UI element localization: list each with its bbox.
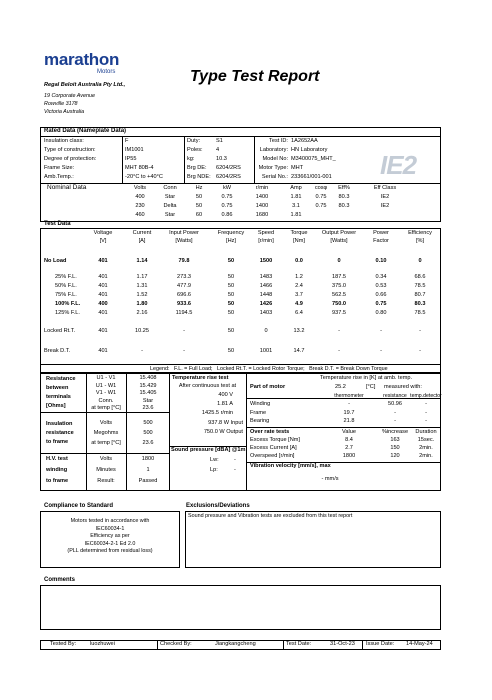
load-cell: 2.4 [295,283,303,289]
compliance-text: Motors tested in accordance with [70,518,150,524]
load-cell: 1.52 [136,292,148,298]
load-cell: 1.17 [136,274,148,280]
rated-label: Model No: [262,156,288,162]
rated-value: -20°C to +40°C [125,174,163,180]
over-rate-cell: 8.4 [345,437,353,443]
report-title: Type Test Report [190,68,320,85]
test-unit: [Watts] [330,238,348,244]
load-cell: 1483 [259,274,273,280]
vibration-value: - mm/s [321,476,339,482]
over-rate-cell: 1800 [342,453,356,459]
insulation-key: at temp [°C] [91,440,121,446]
load-cell: 0.66 [375,292,387,298]
rated-label: Motor Type: [258,165,288,171]
breakdown-cell: - [183,348,185,354]
rated-label: Serial No.: [261,174,288,180]
load-cell: 1448 [259,292,273,298]
test-unit: [Nm] [293,238,305,244]
temp-rise-volts: 400 V [218,392,233,398]
insulation-value: 23.6 [142,440,154,446]
load-cell: 50 [227,274,235,280]
load-cell: 477.9 [177,283,191,289]
load-cell: 80.7 [414,292,426,298]
load-cell: 6.4 [295,310,303,316]
hv-value: Passed [138,478,158,484]
over-rate-column: %increase [381,429,409,435]
nominal-header: Amp [290,185,302,191]
resistance-label: [Ohms] [46,403,66,409]
hv-label: winding [46,467,68,473]
rated-label: Amb.Temp.: [44,174,74,180]
noload-cell: 79.8 [178,258,190,264]
load-label: 25% F.L. [55,274,77,280]
over-rate-column: Value [342,429,356,435]
test-date-value: 31-Oct-23 [330,641,355,647]
load-label: 125% F.L. [55,310,80,316]
load-cell: 78.5 [414,283,426,289]
load-cell: 1.80 [136,301,148,307]
insulation-key: Volts [99,420,113,426]
load-cell: 562.5 [332,292,346,298]
insulation-value: 500 [143,430,153,436]
load-label: 50% F.L. [55,283,77,289]
load-cell: 0.75 [375,301,387,307]
rated-data-heading: Rated Data (Nameplate Data) [44,128,127,134]
load-cell: 696.6 [177,292,191,298]
load-cell: 68.6 [414,274,426,280]
nominal-cell: 0.86 [221,212,233,218]
load-cell: 375.0 [332,283,346,289]
noload-cell: 50 [227,258,235,264]
locked-cell: 50 [227,328,235,334]
locked-cell: - [419,328,421,334]
nominal-cell: 1400 [255,194,269,200]
rated-label: Duty: [187,138,201,144]
locked-cell: - [183,328,185,334]
nominal-cell: 0.75 [221,203,233,209]
load-cell: 0.53 [375,283,387,289]
tested-by-label: Tested By: [50,641,77,647]
company-logo: marathon [44,50,120,69]
rated-value: F [125,138,129,144]
resistance-key: U1 - V1 [96,375,116,381]
address-line: Rowville 3178 [44,101,78,107]
load-cell: 401 [98,310,108,316]
compliance-text: Efficiency as per [90,533,130,539]
temp-rise-rpm: 1425.5 r/min [201,410,233,416]
comments-box [40,585,441,630]
nominal-cell: IE2 [380,194,390,200]
checked-by-label: Checked By: [160,641,192,647]
rated-value: MHT 80B-4 [125,165,154,171]
test-header: Voltage [93,230,113,236]
over-rate-label: Excess Current [A] [250,445,297,451]
hv-label: H.V. test [46,456,68,462]
load-cell: 1.31 [136,283,148,289]
sound-lp-value: - [234,467,236,473]
nominal-cell: 230 [135,203,145,209]
sound-lw-label: Lw: [210,457,219,463]
load-cell: 1.2 [295,274,303,280]
over-rate-column: Duration [415,429,437,435]
load-cell: 80.3 [414,301,426,307]
hv-label: to frame [46,478,69,484]
load-cell: 273.3 [177,274,191,280]
nominal-cell: 3.1 [292,203,300,209]
resistance-key: V1 - W1 [95,390,117,396]
noload-cell: 1500 [259,258,273,264]
temp-rise-amps: 1.81 A [217,401,233,407]
sound-lp-label: Lp: [210,467,218,473]
load-cell: 0.34 [375,274,387,280]
breakdown-cell: - [141,348,143,354]
test-unit: [r/min] [258,238,274,244]
resistance-value: 23.6 [142,405,154,411]
locked-cell: 0 [264,328,268,334]
load-cell: 50 [227,301,235,307]
nominal-cell: 0.75 [221,194,233,200]
load-cell: 1466 [259,283,273,289]
rise-row-cell: 19.7 [343,409,355,416]
nominal-cell: 1.81 [290,194,302,200]
over-rate-cell: 163 [390,437,400,443]
locked-cell: - [380,328,382,334]
nominal-cell: 460 [135,212,145,218]
nominal-cell: 400 [135,194,145,200]
temp-rise-after: After continuous test at [178,383,237,389]
locked-cell: 13.2 [293,328,305,334]
nominal-cell: 50 [195,194,203,200]
breakdown-label: Break D.T. [44,348,71,354]
locked-label: Locked Rt.T. [44,328,76,334]
rated-value: 6204/2RS [216,174,241,180]
rated-label: Brg DE: [187,165,207,171]
comments-heading: Comments [44,577,76,583]
temp-rise-kelvin: Temperature rise in [K] at amb. temp. [320,375,413,381]
rise-row-label: Winding [250,401,271,407]
nominal-header: r/min [255,185,269,191]
issue-date-label: Issue Date: [366,641,395,647]
rated-value: 1A2652AA [291,138,318,144]
issue-date-value: 14-May-24 [406,641,433,647]
load-cell: 50 [227,292,235,298]
load-cell: 937.5 [332,310,346,316]
nominal-header: Eff% [338,185,350,191]
nominal-cell: 0.75 [315,194,327,200]
rise-row-cell: 21.8 [343,418,355,424]
over-rate-cell: 2min. [419,445,433,451]
rated-value: M3400075_MHT_ [291,156,336,162]
nominal-header: Volts [133,185,147,191]
hv-key: Minutes [96,467,116,473]
nominal-cell: 1680 [255,212,269,218]
test-header: Output Power [321,230,357,236]
load-cell: 401 [98,274,108,280]
insulation-label: to frame [46,439,69,445]
load-cell: 187.5 [332,274,346,280]
nominal-cell: Delta [163,203,177,209]
rated-label: Type of construction: [44,147,96,153]
company-name: Regal Beloit Australia Pty Ltd., [44,82,126,88]
compliance-text: IEC60034-2-1 Ed 2.0 [84,540,136,547]
nominal-header: Eff Class [373,185,397,191]
rated-label: Insulation class: [44,138,84,144]
test-unit: [Watts] [175,238,193,244]
resistance-value: 15.405 [139,390,157,396]
test-data-heading: Test Data [44,221,71,227]
load-cell: 2.16 [136,310,148,316]
rated-value: 10.3 [216,156,227,162]
noload-cell: 0 [337,258,341,264]
rated-value: 233661/001-001 [291,174,332,180]
breakdown-cell: 1001 [259,348,273,354]
nominal-cell: IE2 [380,203,390,209]
compliance-heading: Compliance to Standard [44,503,114,509]
nominal-cell: 1.81 [290,212,302,218]
over-rate-cell: 2min. [419,453,433,459]
test-unit: [V] [99,238,107,244]
noload-cell: 0.10 [375,258,387,264]
rise-row-cell: - [394,418,396,424]
temp-rise-input: 937.8 W Input [208,420,243,426]
load-cell: 401 [98,292,108,298]
load-cell: 3.7 [295,292,303,298]
noload-cell: 0 [418,258,422,264]
address-line: 19 Corporate Avenue [44,93,95,99]
insulation-value: 500 [143,420,153,426]
nominal-cell: 0.75 [315,203,327,209]
noload-label: No Load [44,258,67,264]
breakdown-cell: 401 [98,348,108,354]
load-cell: 50 [227,310,235,316]
rise-value: 25.2 [335,384,346,390]
nominal-header: Conn [163,185,177,191]
load-cell: 1403 [259,310,273,316]
hv-key: Volts [99,456,113,462]
load-cell: 401 [98,283,108,289]
resistance-label: Resistance [46,376,76,382]
exclusions-box [185,511,441,568]
resistance-key: at temp [°C] [91,405,121,411]
rise-unit: [°C] [366,384,376,390]
load-cell: 4.9 [295,301,303,307]
over-rate-cell: 15sec. [417,437,435,443]
rise-column-header: resistance [383,393,407,399]
resistance-label: terminals [46,394,71,400]
breakdown-cell: - [338,348,340,354]
test-header: Torque [290,230,308,236]
compliance-text: IEC60034-1 [95,525,125,532]
test-unit: [A] [138,238,146,244]
locked-cell: 401 [98,328,108,334]
nominal-cell: Star [164,212,176,218]
resistance-key: U1 - W1 [95,382,117,389]
load-cell: 1194.5 [175,310,193,316]
temp-rise-output: 750.0 W Output [203,429,243,435]
sound-title: Sound pressure [dBA] @1m [171,447,246,453]
temp-rise-title: Temperature rise test [172,375,229,381]
test-header: Efficiency [408,230,432,236]
rated-label: Brg NDE: [187,174,211,180]
locked-cell: - [338,328,340,334]
load-cell: 0.80 [375,310,387,316]
load-cell: 750.0 [332,301,346,307]
rated-label: Laboratory: [259,147,288,153]
rated-label: Degree of protection: [44,156,97,162]
rated-label: Test ID: [269,138,288,144]
checked-by-value: Jiangkangcheng [215,641,256,647]
part-of-motor: Part of motor [250,384,286,390]
test-header: Power [373,230,389,236]
breakdown-cell: - [419,348,421,354]
logo-subtitle: Motors [97,69,116,75]
test-date-label: Test Date: [286,641,312,647]
rated-value: MHT [291,165,304,171]
rise-row-cell: - [348,401,350,407]
test-unit: Factor [373,238,389,244]
over-rate-cell: 2.7 [345,445,353,451]
exclusions-text: Sound pressure and Vibration tests are excluded from this test report [188,513,353,519]
hv-value: 1 [146,467,150,473]
rated-value: IP55 [125,156,137,162]
nominal-cell: 60 [195,212,203,218]
breakdown-cell: 50 [227,348,235,354]
vibration-label: Vibration velocity [mm/s], max [250,463,331,469]
resistance-label: between [46,385,69,391]
rise-column-header: thermometer [334,393,364,399]
test-unit: [Hz] [226,238,236,244]
breakdown-cell: 14.7 [293,348,305,354]
rated-label: Frame Size: [44,165,75,171]
rated-label: Poles: [187,147,203,153]
address-line: Victoria Australia [44,109,85,115]
rise-row-cell: 50.96 [388,401,402,407]
noload-cell: 0.0 [295,258,303,264]
rated-value: IM1001 [125,147,144,153]
rated-value: 6204/2RS [216,165,241,171]
rated-value: HN Laboratory [291,147,328,153]
nominal-cell: Star [164,194,176,200]
hv-value: 1800 [141,456,155,462]
load-cell: 78.5 [414,310,426,316]
load-label: 100% F.L. [55,301,81,307]
nominal-cell: 50 [195,203,203,209]
test-header: Current [132,230,152,236]
test-header: Speed [257,230,275,236]
test-header: Input Power [169,230,199,236]
measured-with: measured with: [384,384,422,390]
nominal-cell: 80.3 [338,194,350,200]
breakdown-cell: - [380,348,382,354]
nominal-header: cosφ [314,185,328,191]
rise-row-cell: - [425,401,427,407]
ie2-efficiency-logo: IE2 [380,150,417,180]
rated-label: kg: [187,156,195,162]
insulation-key: Megohms [93,430,119,436]
insulation-label: Insulation [46,421,73,427]
rise-row-label: Bearing [250,418,270,424]
locked-cell: 10.25 [135,328,149,334]
test-legend: Legend: F.L. = Full Load; Locked Rt.T. = Locked Rotor Torque; Break D.T. = Break Down Torque [150,366,388,372]
load-cell: 400 [98,301,108,307]
rated-value: 4 [216,147,220,153]
noload-cell: 401 [98,258,108,264]
resistance-key: Conn. [98,397,114,404]
resistance-value: Star [142,397,154,404]
load-cell: 1426 [259,301,273,307]
rise-row-cell: - [394,409,396,416]
rated-value: S1 [216,138,223,144]
exclusions-heading: Exclusions/Deviations [186,503,250,509]
nominal-header: Hz [195,185,203,191]
over-rate-cell: 150 [390,445,400,451]
nominal-cell: 1400 [255,203,269,209]
over-rate-label: Excess Torque [Nm] [250,437,300,443]
nominal-header: kW [222,185,232,191]
rise-row-label: Frame [250,409,267,416]
load-cell: 933.6 [177,301,191,307]
sound-lw-value: - [234,457,236,463]
hv-key: Result: [97,478,115,484]
test-unit: [%] [415,238,425,244]
load-cell: 50 [227,283,235,289]
tested-by-value: luozhuwei [90,641,115,647]
rise-row-cell: - [425,409,427,416]
noload-cell: 1.14 [136,258,148,264]
insulation-label: resistance [46,430,74,436]
resistance-value: 15.408 [139,375,157,381]
compliance-text: (PLL determined from residual loss) [67,548,153,554]
load-label: 75% F.L. [55,292,77,298]
resistance-value: 15.429 [139,382,157,389]
rise-column-header: temp.detector [410,393,442,399]
over-rate-cell: 120 [390,453,400,459]
over-rate-label: Overspeed [r/min] [250,453,295,459]
rise-row-cell: - [425,418,427,424]
nominal-data-label: Nominal Data [47,184,87,191]
test-header: Frequency [217,230,245,236]
nominal-cell: 80.3 [338,203,350,209]
over-rate-heading: Over rate tests [250,429,290,435]
